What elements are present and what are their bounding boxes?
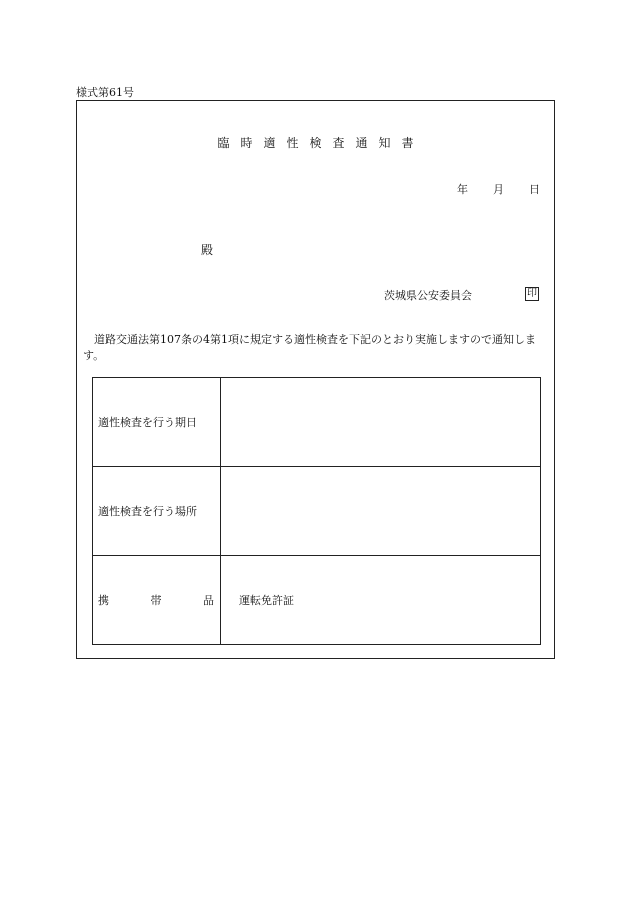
items-to-bring-char: 品 — [203, 594, 214, 607]
notice-form-frame — [76, 100, 555, 659]
form-number: 様式第61号 — [76, 86, 134, 99]
seal-mark: 印 — [527, 288, 537, 299]
addressee-honorific: 殿 — [201, 243, 214, 257]
items-to-bring-value: 運転免許証 — [221, 556, 541, 645]
items-to-bring-label — [93, 556, 221, 645]
details-table — [92, 377, 541, 645]
notice-body-text: 道路交通法第107条の4第1項に規定する適性検査を下記のとおり実施しますので通知します。 — [83, 333, 536, 362]
table-row — [93, 467, 541, 556]
date-day-label: 日 — [529, 183, 540, 196]
inspection-date-value — [221, 378, 541, 467]
inspection-date-label: 適性検査を行う期日 — [93, 378, 221, 467]
items-to-bring-char: 携 — [98, 594, 109, 607]
date-month-label: 月 — [493, 183, 504, 196]
inspection-place-value — [221, 467, 541, 556]
table-row — [93, 378, 541, 467]
table-row — [93, 556, 541, 645]
date-year-label: 年 — [457, 183, 468, 196]
items-to-bring-char: 帯 — [150, 594, 162, 607]
inspection-place-label: 適性検査を行う場所 — [93, 467, 221, 556]
document-title: 臨時適性検査通知書 — [217, 136, 425, 150]
issuer-name: 茨城県公安委員会 — [384, 289, 472, 302]
